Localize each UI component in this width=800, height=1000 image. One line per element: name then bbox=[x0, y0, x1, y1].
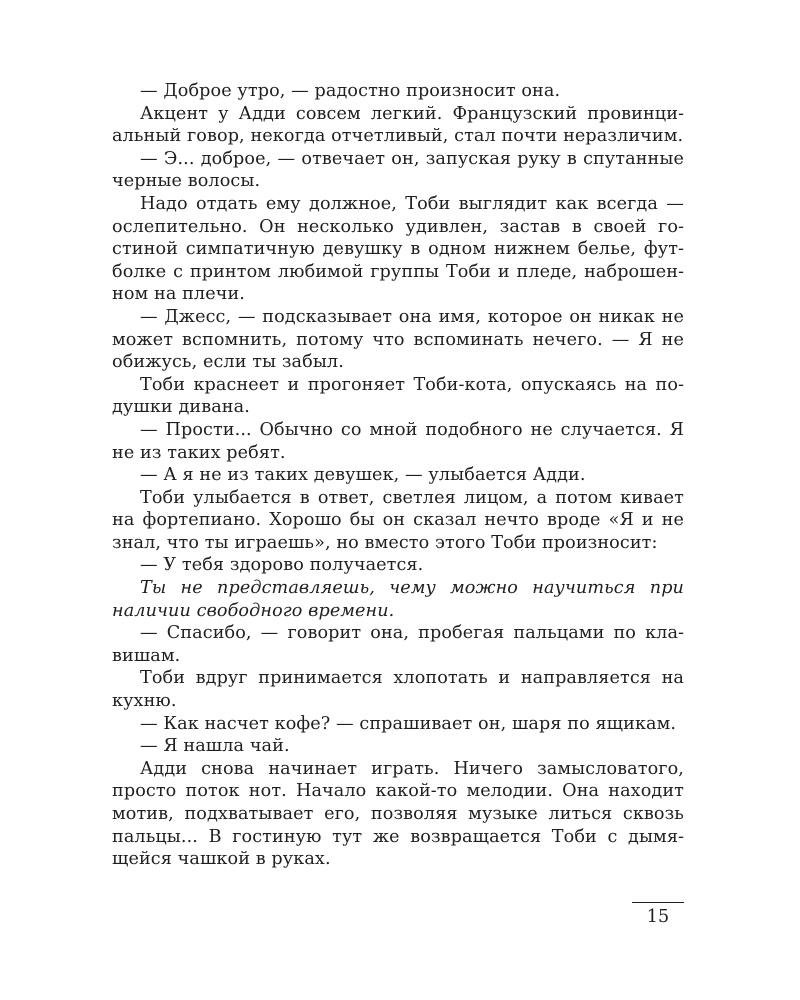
paragraph: — Я нашла чай. bbox=[140, 736, 290, 757]
paragraph: Тоби улыбается в ответ, светлея лицом, а потом кивает на фортепиано. Хорошо бы он сказал нечто вроде «Я и не знал, что ты играешь», но вместо этого Тоби произносит: bbox=[112, 487, 684, 553]
paragraph: — Джесс, — подсказывает она имя, которое он никак не может вспомнить, потому что вспоминать нечего. — Я не обижусь, если ты забыл. bbox=[112, 306, 684, 373]
paragraph: — Спасибо, — говорит она, пробегая пальцами по клавишам. bbox=[112, 623, 684, 666]
paragraph: — А я не из таких девушек, — улыбается Адди. bbox=[140, 465, 586, 486]
paragraph: Адди снова начинает играть. Ничего замысловатого, просто поток нот. Начало какой-то мелодии. Она находит мотив, подхватывает его, позволяя музыке литься сквозь пальцы... В гостиную тут же возвращается Тоби с дымящейся чашкой в руках. bbox=[112, 758, 684, 870]
paragraph: Тоби вдруг принимается хлопотать и направляется на кухню. bbox=[112, 668, 684, 712]
paragraph: — Доброе утро, — радостно произносит она. bbox=[140, 81, 561, 101]
book-page-text bbox=[112, 80, 684, 871]
paragraph: Тоби краснеет и прогоняет Тоби-кота, опускаясь на подушки дивана. bbox=[112, 374, 684, 418]
paragraph-italic-thought: Ты не представляешь, чему можно научиться при наличии свободного времени. bbox=[112, 578, 684, 621]
paragraph: Надо отдать ему должное, Тоби выглядит как всегда — ослепительно. Он несколько удивлен, застав в своей гостиной симпатичную девушку в одном нижнем белье, футболке с принтом любимой группы Тоби и пледе, наброшенном на плечи. bbox=[112, 193, 684, 305]
paragraph: — Прости... Обычно со мной подобного не случается. Я не из таких ребят. bbox=[112, 419, 684, 463]
paragraph: — Э... доброе, — отвечает он, запуская руку в спутанные черные волосы. bbox=[112, 148, 684, 192]
paragraph: Акцент у Адди совсем легкий. Французский провинциальный говор, некогда отчетливый, стал почти неразличим. bbox=[112, 103, 684, 147]
paragraph: — Как насчет кофе? — спрашивает он, шаря по ящикам. bbox=[140, 713, 677, 734]
page-number: 15 bbox=[632, 902, 684, 927]
paragraph: — У тебя здорово получается. bbox=[140, 555, 424, 576]
